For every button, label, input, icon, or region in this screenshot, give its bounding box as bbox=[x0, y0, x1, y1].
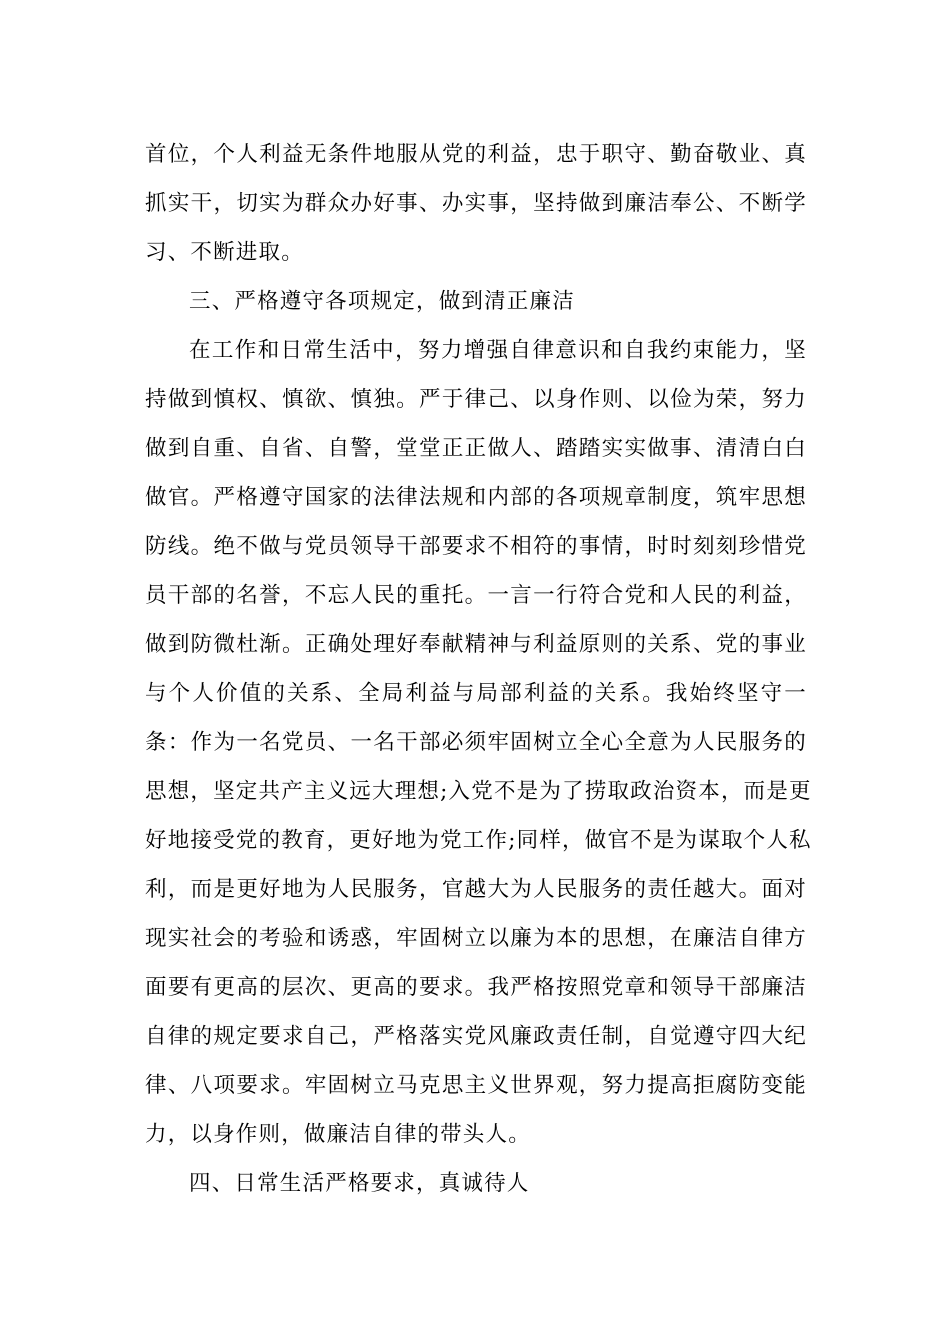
document-body bbox=[145, 130, 812, 1208]
paragraph-line: 思想，坚定共产主义远大理想;入党不是为了捞取政治资本，而是更 bbox=[145, 779, 812, 804]
paragraph-line: 律、八项要求。牢固树立马克思主义世界观，努力提高拒腐防变能 bbox=[145, 1073, 807, 1098]
paragraph-line: 力，以身作则，做廉洁自律的带头人。 bbox=[145, 1122, 531, 1147]
section-heading-4: 四、日常生活严格要求，真诚待人 bbox=[189, 1171, 530, 1196]
paragraph-line: 抓实干，切实为群众办好事、办实事，坚持做到廉洁奉公、不断学 bbox=[145, 191, 807, 216]
paragraph-line: 做官。严格遵守国家的法律法规和内部的各项规章制度，筑牢思想 bbox=[145, 485, 807, 510]
paragraph-line: 在工作和日常生活中，努力增强自律意识和自我约束能力，坚 bbox=[189, 338, 807, 363]
paragraph-line: 做到自重、自省、自警，堂堂正正做人、踏踏实实做事、清清白白 bbox=[145, 436, 807, 461]
paragraph-line: 利，而是更好地为人民服务，官越大为人民服务的责任越大。面对 bbox=[145, 877, 807, 902]
paragraph-line: 条：作为一名党员、一名干部必须牢固树立全心全意为人民服务的 bbox=[145, 730, 807, 755]
paragraph-line: 习、不断进取。 bbox=[145, 240, 304, 265]
paragraph-line: 员干部的名誉，不忘人民的重托。一言一行符合党和人民的利益， bbox=[145, 583, 807, 608]
paragraph-line: 防线。绝不做与党员领导干部要求不相符的事情，时时刻刻珍惜党 bbox=[145, 534, 807, 559]
paragraph-line: 自律的规定要求自己，严格落实党风廉政责任制，自觉遵守四大纪 bbox=[145, 1024, 807, 1049]
paragraph-line: 做到防微杜渐。正确处理好奉献精神与利益原则的关系、党的事业 bbox=[145, 632, 807, 657]
paragraph-line: 现实社会的考验和诱惑，牢固树立以廉为本的思想，在廉洁自律方 bbox=[145, 926, 807, 951]
paragraph-line: 面要有更高的层次、更高的要求。我严格按照党章和领导干部廉洁 bbox=[145, 975, 807, 1000]
section-heading-3: 三、严格遵守各项规定，做到清正廉洁 bbox=[189, 289, 575, 314]
paragraph-line: 持做到慎权、慎欲、慎独。严于律己、以身作则、以俭为荣，努力 bbox=[145, 387, 807, 412]
paragraph-line: 与个人价值的关系、全局利益与局部利益的关系。我始终坚守一 bbox=[145, 681, 807, 706]
paragraph-line: 首位，个人利益无条件地服从党的利益，忠于职守、勤奋敬业、真 bbox=[145, 142, 807, 167]
paragraph-line: 好地接受党的教育，更好地为党工作;同样，做官不是为谋取个人私 bbox=[145, 828, 812, 853]
